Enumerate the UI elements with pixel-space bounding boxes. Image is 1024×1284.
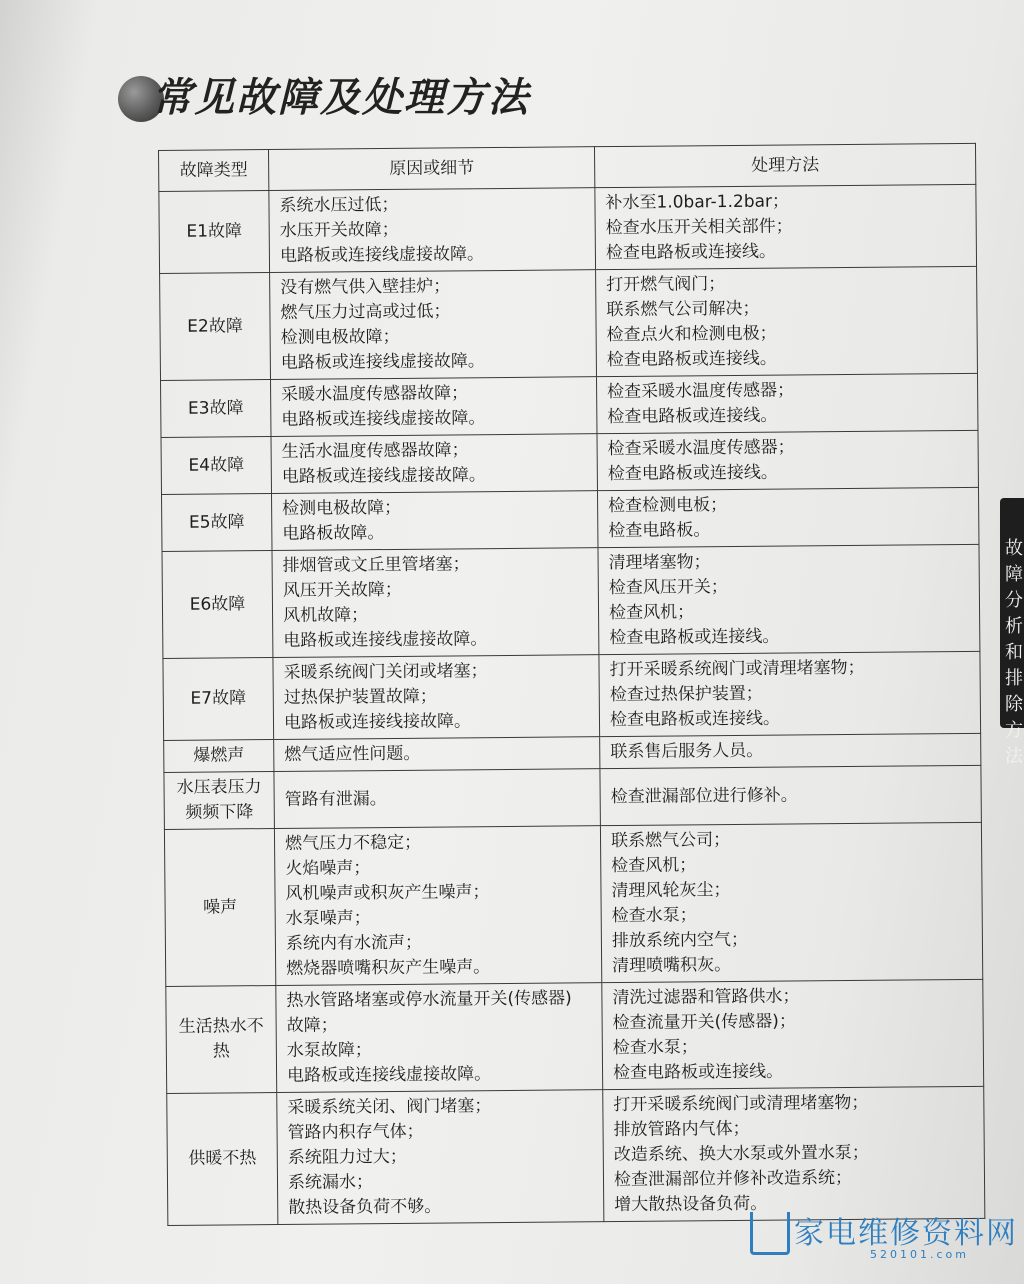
cause-line: 水泵噪声； [285,908,371,929]
solution-line: 检查电路板或连接线。 [612,1061,784,1084]
solution-line: 检查电路板或连接线。 [607,462,778,485]
cause-line: 水泵故障； [286,1040,372,1061]
solution-cell [600,822,982,982]
fault-type-line: E1故障 [186,221,243,242]
solution-line: 打开采暖系统阀门或清理堵塞物； [613,1092,869,1116]
solution-line: 检查电路板或连接线。 [606,348,777,371]
solution-line: 检查电路板或连接线。 [609,626,780,649]
cause-line: 采暖系统阀门关闭或堵塞； [283,661,488,683]
cause-line: 电路板或连接线虚接故障。 [283,629,488,651]
cause-line: 火焰噪声； [285,858,371,879]
cause-line: 电路板故障。 [282,523,385,544]
table-row [167,1086,985,1225]
header-fault-type: 故障类型 [159,150,269,192]
cause-line: 管路有泄漏。 [284,788,387,810]
cause-line: 系统漏水； [287,1172,374,1193]
cause-line: 风机故障； [282,605,369,626]
cause-line: 管路内积存气体； [287,1121,424,1143]
cause-line: 水压开关故障； [279,219,399,241]
cause-line: 故障； [286,1015,338,1036]
fault-type-cell [162,551,273,659]
solution-line: 改造系统、换大水泵或外置水泵； [613,1142,869,1166]
solution-line: 检查风机； [611,855,697,877]
side-tab-char: 除 [1005,694,1023,715]
side-tab-char: 法 [1005,746,1023,767]
cause-line: 热水管路堵塞或停水流量开关(传感器) [286,988,572,1011]
fault-type-line: E3故障 [187,397,244,419]
watermark-logo-icon [750,1212,790,1255]
solution-line: 检查风机； [608,602,695,624]
watermark-text: 家电维修资料网 [794,1216,1018,1251]
cause-line: 电路板或连接线虚接故障。 [281,465,486,487]
solution-cell [603,1086,985,1221]
table-row [166,979,984,1093]
cause-cell [270,270,597,380]
cause-cell [274,737,600,772]
cause-line: 检测电极故障； [282,497,402,519]
solution-cell [595,184,977,269]
fault-type-line: E4故障 [188,454,245,476]
solution-line: 清理风轮灰尘； [611,880,731,902]
cause-line: 电路板或连接线虚接故障。 [280,351,485,373]
solution-line: 清理喷嘴积灰。 [612,955,732,977]
solution-line: 检查检测电板； [608,495,728,517]
solution-line: 检查风压开关； [608,577,728,599]
table-row [159,184,977,273]
solution-line: 补水至1.0bar-1.2bar； [605,191,790,214]
cause-line: 散热设备负荷不够。 [288,1196,442,1218]
solution-line: 检查电路板。 [608,520,711,542]
side-tab-char: 分 [1005,590,1023,611]
cause-cell [273,655,600,740]
solution-line: 检查点火和检测电极； [606,323,777,346]
side-tab-char: 排 [1005,668,1023,689]
solution-line: 检查水泵； [612,1037,698,1059]
cause-cell [277,1090,604,1225]
fault-table-body [159,184,985,1225]
solution-cell [596,266,978,376]
header-cause: 原因或细节 [269,147,595,191]
header-solution: 处理方法 [594,143,975,187]
table-header-row [159,143,976,191]
cause-line: 电路板或连接线虚接故障。 [286,1064,492,1086]
side-tab-char: 障 [1005,564,1023,585]
side-tab-char: 方 [1005,720,1023,741]
fault-type-line: E5故障 [188,511,245,533]
solution-cell [599,651,981,736]
cause-line: 系统阻力过大； [287,1146,407,1168]
cause-line: 系统水压过低； [279,194,399,216]
fault-type-line: 水压表压力 [176,777,262,798]
fault-table [158,143,985,1226]
solution-line: 检查采暖水温度传感器； [607,380,795,403]
cause-line: 电路板或连接线接故障。 [283,711,472,733]
table-row [164,822,982,986]
cause-line: 燃气压力过高或过低； [280,301,451,323]
table-row [161,430,978,494]
fault-type-line: E7故障 [190,688,247,709]
fault-type-cell [164,829,275,987]
solution-line: 清理堵塞物； [608,552,711,574]
solution-line: 检查电路板或连接线。 [609,708,781,731]
watermark-url: 520101.com [870,1248,969,1261]
table-row [161,373,978,437]
fault-type-line: 爆燃声 [193,745,245,766]
solution-line: 打开采暖系统阀门或清理堵塞物； [609,657,865,681]
side-tab-char: 故 [1005,538,1023,559]
side-tab-char: 和 [1005,642,1023,663]
solution-line: 检查水压开关相关部件； [605,216,793,239]
solution-cell [602,979,984,1089]
cause-cell [274,769,600,829]
solution-line: 增大散热设备负荷。 [614,1193,768,1216]
fault-type-cell [163,658,274,741]
table-row [162,544,980,658]
cause-line: 电路板或连接线虚接故障。 [279,244,485,266]
solution-line: 检查过热保护装置； [609,683,763,706]
cause-line: 燃烧器喷嘴积灰产生噪声。 [286,957,491,979]
chapter-side-tab-text [1004,536,1024,770]
fault-type-cell [161,437,271,495]
cause-line: 采暖系统关闭、阀门堵塞； [287,1096,492,1118]
solution-line: 联系售后服务人员。 [610,740,764,763]
solution-line: 检查水泵； [611,905,697,927]
solution-line: 排放管路内气体； [613,1118,750,1141]
cause-cell [271,377,597,437]
solution-cell [600,765,981,825]
fault-type-cell [164,740,274,773]
cause-line: 采暖水温度传感器故障； [281,383,469,405]
page-title: 常见故障及处理方法 [152,75,530,121]
cause-cell [274,826,601,986]
cause-line: 风机噪声或积灰产生噪声； [285,882,490,904]
fault-type-cell [166,986,277,1094]
solution-cell [597,487,978,547]
solution-line: 打开燃气阀门； [606,274,726,296]
fault-type-line: 频频下降 [185,802,254,823]
fault-type-cell [159,191,270,274]
solution-line: 检查采暖水温度传感器； [607,437,795,460]
solution-line: 联系燃气公司； [610,830,731,852]
cause-cell [272,548,599,658]
cause-line: 系统内有水流声； [285,932,423,954]
fault-type-line: E2故障 [187,315,243,337]
fault-type-line: E6故障 [189,593,246,615]
cause-line: 生活水温度传感器故障； [281,440,469,462]
table-row [160,266,978,380]
table-row [164,765,981,829]
table-row [162,487,979,551]
solution-line: 检查电路板或连接线。 [605,241,776,264]
cause-line: 燃气适应性问题。 [284,743,421,765]
cause-line: 检测电极故障； [280,326,400,348]
solution-cell [597,430,978,490]
cause-line: 电路板或连接线虚接故障。 [281,408,486,430]
fault-type-cell [164,772,274,830]
solution-line: 联系燃气公司解决； [606,298,760,321]
solution-line: 检查电路板或连接线。 [607,405,778,428]
site-watermark [750,1208,1018,1264]
table-row [163,651,981,740]
solution-line: 检查泄漏部位并修补改造系统； [613,1167,853,1191]
cause-cell [272,491,598,551]
solution-line: 检查泄漏部位进行修补。 [610,784,798,807]
solution-line: 检查流量开关(传感器)； [612,1011,796,1034]
cause-cell [276,983,603,1093]
fault-type-cell [162,494,272,552]
fault-type-cell [167,1092,278,1225]
fault-type-line: 生活热水不热 [178,1016,264,1062]
solution-cell [598,544,980,654]
solution-line: 清洗过滤器和管路供水； [612,986,800,1009]
solution-cell [596,373,977,433]
fault-type-cell [161,380,271,438]
cause-line: 排烟管或文丘里管堵塞； [282,554,470,576]
fault-type-line: 供暖不热 [188,1148,257,1169]
cause-cell [271,434,597,494]
fault-type-cell [160,273,271,381]
solution-line: 排放系统内空气； [611,929,749,952]
cause-line: 没有燃气供入壁挂炉； [280,276,451,298]
side-tab-char: 析 [1005,616,1023,637]
cause-line: 过热保护装置故障； [283,686,437,708]
cause-cell [269,188,596,273]
fault-type-line: 噪声 [203,896,238,918]
solution-cell [600,733,981,768]
cause-line: 燃气压力不稳定； [284,832,422,854]
cause-line: 风压开关故障； [282,579,402,601]
